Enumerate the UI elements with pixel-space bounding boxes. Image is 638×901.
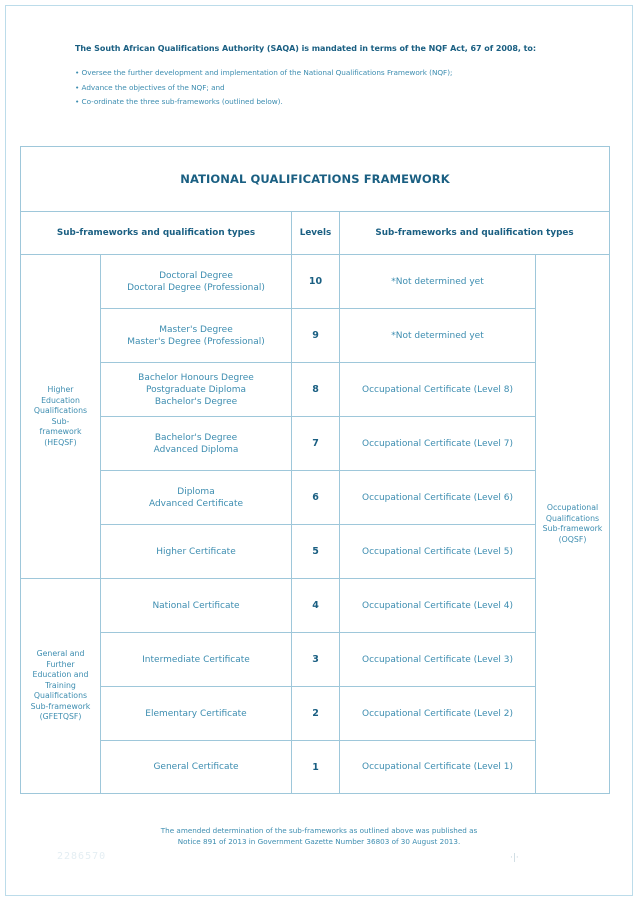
table-row (21, 417, 610, 471)
occupational-cell: Occupational Certificate (Level 7) (340, 417, 536, 471)
level-cell: 3 (292, 633, 340, 687)
table-row (21, 255, 610, 309)
table-row (21, 471, 610, 525)
intro-heading: The South African Qualifications Authority (SAQA) is mandated in terms of the NQF Act, 67 of 2008, to: (75, 44, 537, 53)
page-mark: ·|· (510, 853, 519, 863)
occupational-cell: Occupational Certificate (Level 6) (340, 471, 536, 525)
qualification-types-cell: Higher Certificate (101, 525, 292, 579)
table-title: NATIONAL QUALIFICATIONS FRAMEWORK (21, 147, 610, 212)
occupational-cell: Occupational Certificate (Level 5) (340, 525, 536, 579)
occupational-cell: Occupational Certificate (Level 1) (340, 741, 536, 794)
header-left-subframeworks: Sub-frameworks and qualification types (21, 212, 292, 255)
level-cell: 7 (292, 417, 340, 471)
gfetqsf-subframework: General and Further Education and Training Qualifications Sub-framework (GFETQSF) (21, 579, 101, 794)
level-cell: 2 (292, 687, 340, 741)
qualification-types-cell: Doctoral Degree Doctoral Degree (Professional) (101, 255, 292, 309)
qualification-types-cell: Elementary Certificate (101, 687, 292, 741)
table-row (21, 633, 610, 687)
occupational-cell: *Not determined yet (340, 309, 536, 363)
qualification-types-cell: National Certificate (101, 579, 292, 633)
level-cell: 8 (292, 363, 340, 417)
intro-bullet: • Co-ordinate the three sub-frameworks (outlined below). (75, 97, 283, 106)
intro-section (75, 44, 595, 110)
nqf-table (20, 146, 610, 794)
qualification-types-cell: Bachelor Honours Degree Postgraduate Diploma Bachelor's Degree (101, 363, 292, 417)
footer-note (0, 825, 638, 847)
qualification-types-cell: Bachelor's Degree Advanced Diploma (101, 417, 292, 471)
occupational-cell: Occupational Certificate (Level 2) (340, 687, 536, 741)
table-row (21, 525, 610, 579)
occupational-cell: *Not determined yet (340, 255, 536, 309)
qualification-types-cell: Intermediate Certificate (101, 633, 292, 687)
level-cell: 9 (292, 309, 340, 363)
qualification-types-cell: Master's Degree Master's Degree (Professional) (101, 309, 292, 363)
intro-bullet: • Advance the objectives of the NQF; and (75, 82, 225, 92)
intro-bullet: • Oversee the further development and implementation of the National Qualifications Framework (NQF); (75, 68, 453, 77)
oqsf-subframework: Occupational Qualifications Sub-framework (OQSF) (536, 255, 610, 794)
serial-stamp: 2286570 (57, 851, 107, 862)
qualification-types-cell: General Certificate (101, 741, 292, 794)
level-cell: 6 (292, 471, 340, 525)
table-row (21, 687, 610, 741)
level-cell: 5 (292, 525, 340, 579)
occupational-cell: Occupational Certificate (Level 4) (340, 579, 536, 633)
table-row (21, 363, 610, 417)
header-levels: Levels (292, 212, 340, 255)
footer-line: Notice 891 of 2013 in Government Gazette Number 36803 of 30 August 2013. (177, 837, 461, 846)
level-cell: 1 (292, 741, 340, 794)
footer-line: The amended determination of the sub-frameworks as outlined above was published as (160, 826, 478, 835)
qualification-types-cell: Diploma Advanced Certificate (101, 471, 292, 525)
table-row (21, 741, 610, 794)
table-row (21, 309, 610, 363)
heqsf-subframework: Higher Education Qualifications Sub- framework (HEQSF) (21, 255, 101, 579)
occupational-cell: Occupational Certificate (Level 3) (340, 633, 536, 687)
table-row (21, 579, 610, 633)
header-right-subframeworks: Sub-frameworks and qualification types (340, 212, 610, 255)
level-cell: 4 (292, 579, 340, 633)
table-title-row (21, 147, 610, 212)
intro-bullet-list (75, 66, 595, 110)
occupational-cell: Occupational Certificate (Level 8) (340, 363, 536, 417)
table-header-row (21, 212, 610, 255)
level-cell: 10 (292, 255, 340, 309)
